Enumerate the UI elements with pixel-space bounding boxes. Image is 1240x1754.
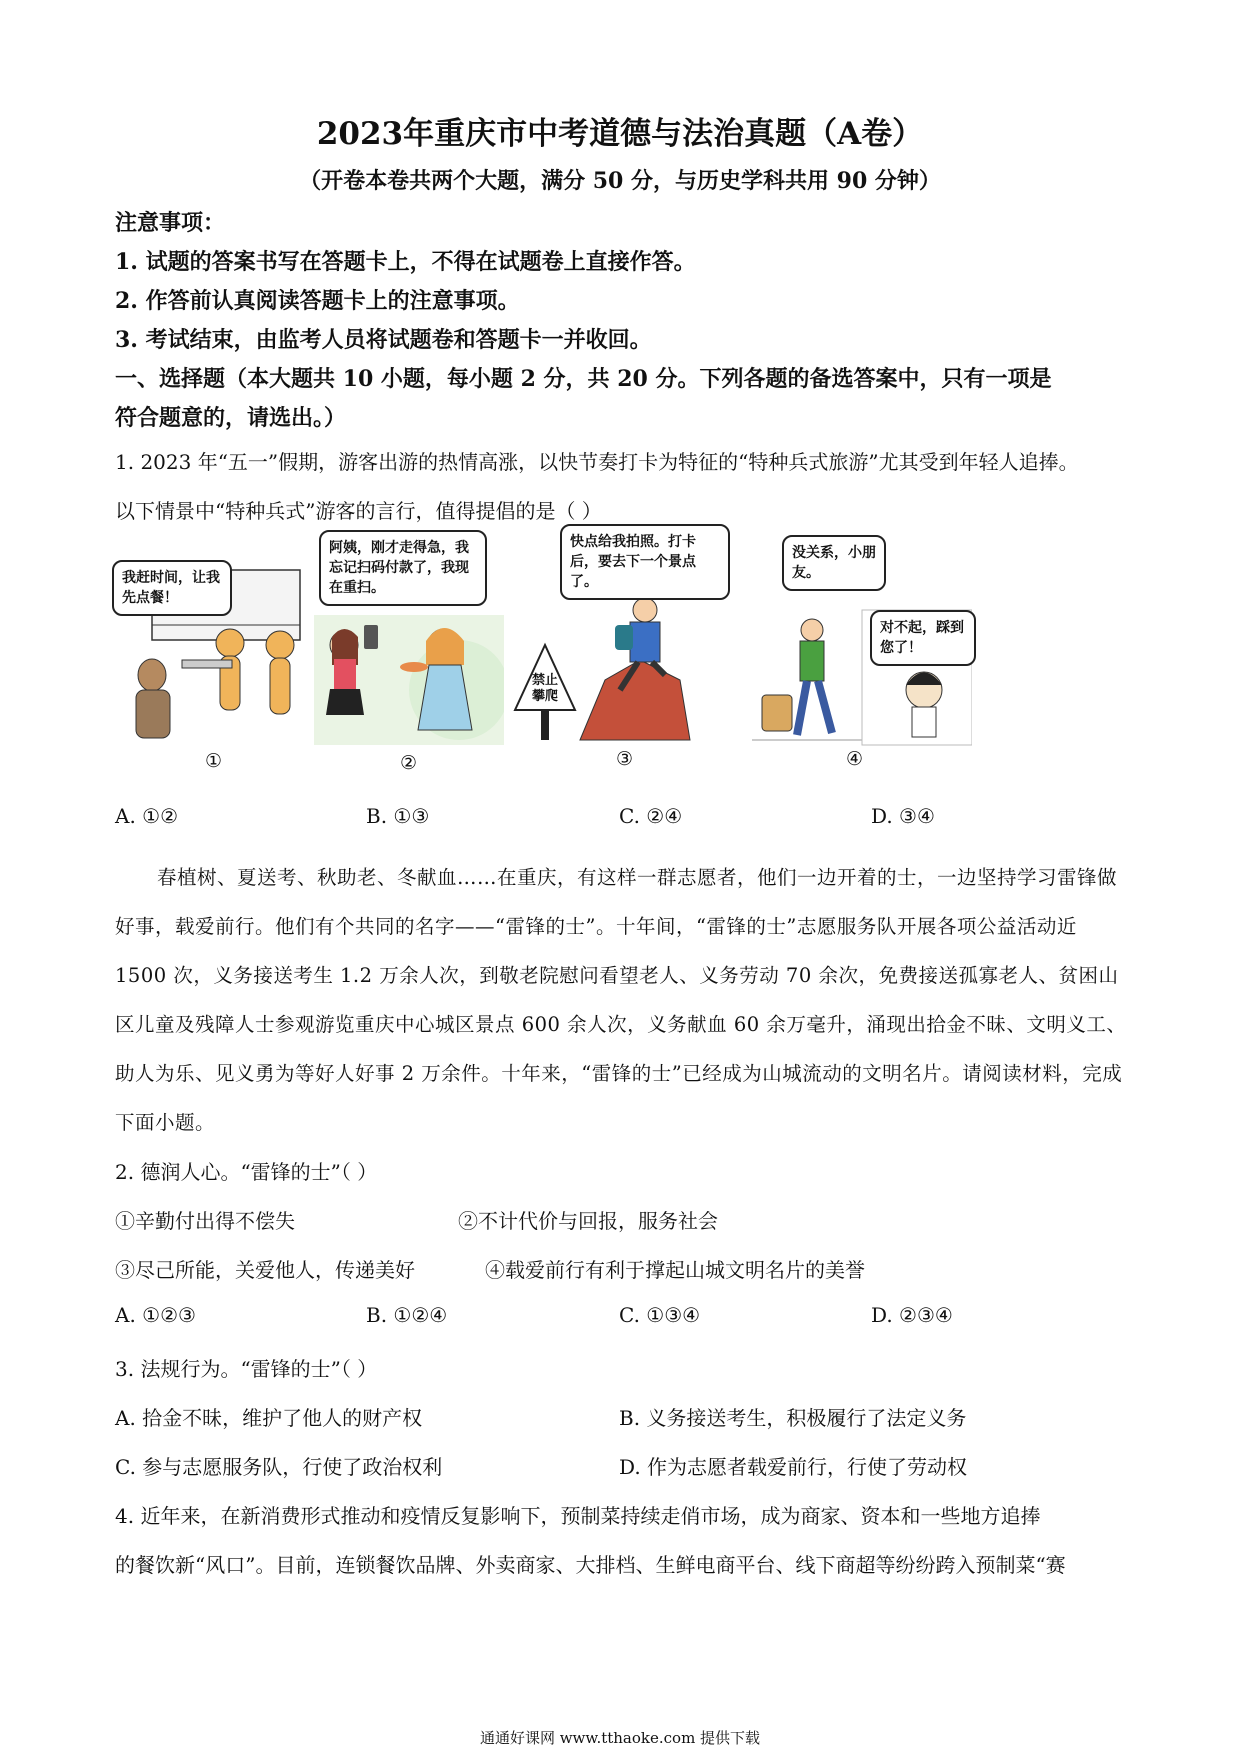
speech-bubble: 对不起，踩到您了！ <box>870 610 976 666</box>
footer-text: 通通好课网 www.tthaoke.com 提供下载 <box>479 1729 761 1747</box>
question-1-stem-cont: 以下情景中“特种兵式”游客的言行，值得提倡的是（ ） <box>115 499 602 523</box>
cartoon-panel-4 <box>752 535 972 750</box>
no-climbing-sign: 禁止攀爬 <box>532 673 559 704</box>
question-2-stem: 2. 德润人心。“雷锋的士”（ ） <box>115 1160 378 1184</box>
page-title: 2023年重庆市中考道德与法治真题（A卷） <box>316 116 924 152</box>
cartoon-panel-1 <box>112 530 302 745</box>
statement-3: ③尽己所能，关爱他人，传递美好 <box>115 1258 415 1282</box>
reading-material: 春植树、夏送考、秋助老、冬献血……在重庆，有这样一群志愿者，他们一边开着的士，一边坚持学习雷锋做好事，载爱前行。他们有个共同的名字——“雷锋的士”。十年间，“雷锋的士”志愿服务队开展各项公益活动近 1500 次，义务接送考生 1.2 万余人次，到敬老院慰问看望老人、义务劳动 70 余次，免费接送孤寡老人、贫困山区儿童及残障人士参观游览重庆中心城区景点 600 余人次，义务献血 60 余万毫升，涌现出拾金不昧、文明义工、助人为乐、见义勇为等好人好事 2 万余件。十年来，“雷锋的士”已经成为山城流动的文明名片。请阅读材料，完成下面小题。 <box>115 866 1127 1134</box>
option-c: C. ①③④ <box>619 1303 701 1327</box>
option-a: A. 拾金不昧，维护了他人的财产权 <box>115 1406 423 1430</box>
speech-bubble: 阿姨，刚才走得急，我忘记扫码付款了，我现在重扫。 <box>319 530 487 606</box>
option-c: C. ②④ <box>619 804 683 828</box>
option-b: B. ①③ <box>366 804 430 828</box>
speech-bubble: 快点给我拍照。打卡后，要去下一个景点了。 <box>560 524 730 600</box>
option-b: B. 义务接送考生，积极履行了法定义务 <box>619 1406 967 1430</box>
section-heading: 一、选择题（本大题共 10 小题，每小题 2 分，共 20 分。下列各题的备选答案中，只有一项是 <box>115 366 1052 392</box>
option-d: D. ③④ <box>871 804 935 828</box>
cartoon-panel-3 <box>510 530 725 745</box>
option-d: D. 作为志愿者载爱前行，行使了劳动权 <box>619 1455 968 1479</box>
notice-item: 2. 作答前认真阅读答题卡上的注意事项。 <box>115 288 520 314</box>
panel-number-2: ② <box>400 752 418 774</box>
option-b: B. ①②④ <box>366 1303 448 1327</box>
question-4-stem-cont: 的餐饮新“风口”。目前，连锁餐饮品牌、外卖商家、大排档、生鲜电商平台、线下商超等纷纷跨入预制菜“赛 <box>115 1553 1066 1577</box>
option-d: D. ②③④ <box>871 1303 953 1327</box>
option-a: A. ①②③ <box>115 1303 196 1327</box>
question-3-stem: 3. 法规行为。“雷锋的士”（ ） <box>115 1357 378 1381</box>
statement-4: ④载爱前行有利于撑起山城文明名片的美誉 <box>485 1258 865 1282</box>
page-subtitle: （开卷本卷共两个大题，满分 50 分，与历史学科共用 90 分钟） <box>299 168 941 194</box>
speech-bubble: 没关系，小朋友。 <box>782 535 886 591</box>
panel-number-4: ④ <box>846 748 864 770</box>
question-1-stem: 1. 2023 年“五一”假期，游客出游的热情高涨，以快节奏打卡为特征的“特种兵式旅游”尤其受到年轻人追捧。 <box>115 450 1079 474</box>
notice-item: 3. 考试结束，由监考人员将试题卷和答题卡一并收回。 <box>115 327 652 353</box>
panel-number-1: ① <box>205 750 223 772</box>
notice-item: 1. 试题的答案书写在答题卡上，不得在试题卷上直接作答。 <box>115 249 696 275</box>
section-heading-cont: 符合题意的，请选出。） <box>115 405 347 431</box>
question-4-stem: 4. 近年来，在新消费形式推动和疫情反复影响下，预制菜持续走俏市场，成为商家、资本和一些地方追捧 <box>115 1504 1041 1528</box>
option-c: C. 参与志愿服务队，行使了政治权利 <box>115 1455 443 1479</box>
cartoon-panel-2 <box>314 525 504 745</box>
option-a: A. ①② <box>115 804 179 828</box>
statement-2: ②不计代价与回报，服务社会 <box>458 1209 718 1233</box>
speech-bubble: 我赶时间，让我先点餐！ <box>112 560 232 616</box>
panel-number-3: ③ <box>616 748 634 770</box>
statement-1: ①辛勤付出得不偿失 <box>115 1209 295 1233</box>
notice-heading: 注意事项： <box>115 210 226 236</box>
